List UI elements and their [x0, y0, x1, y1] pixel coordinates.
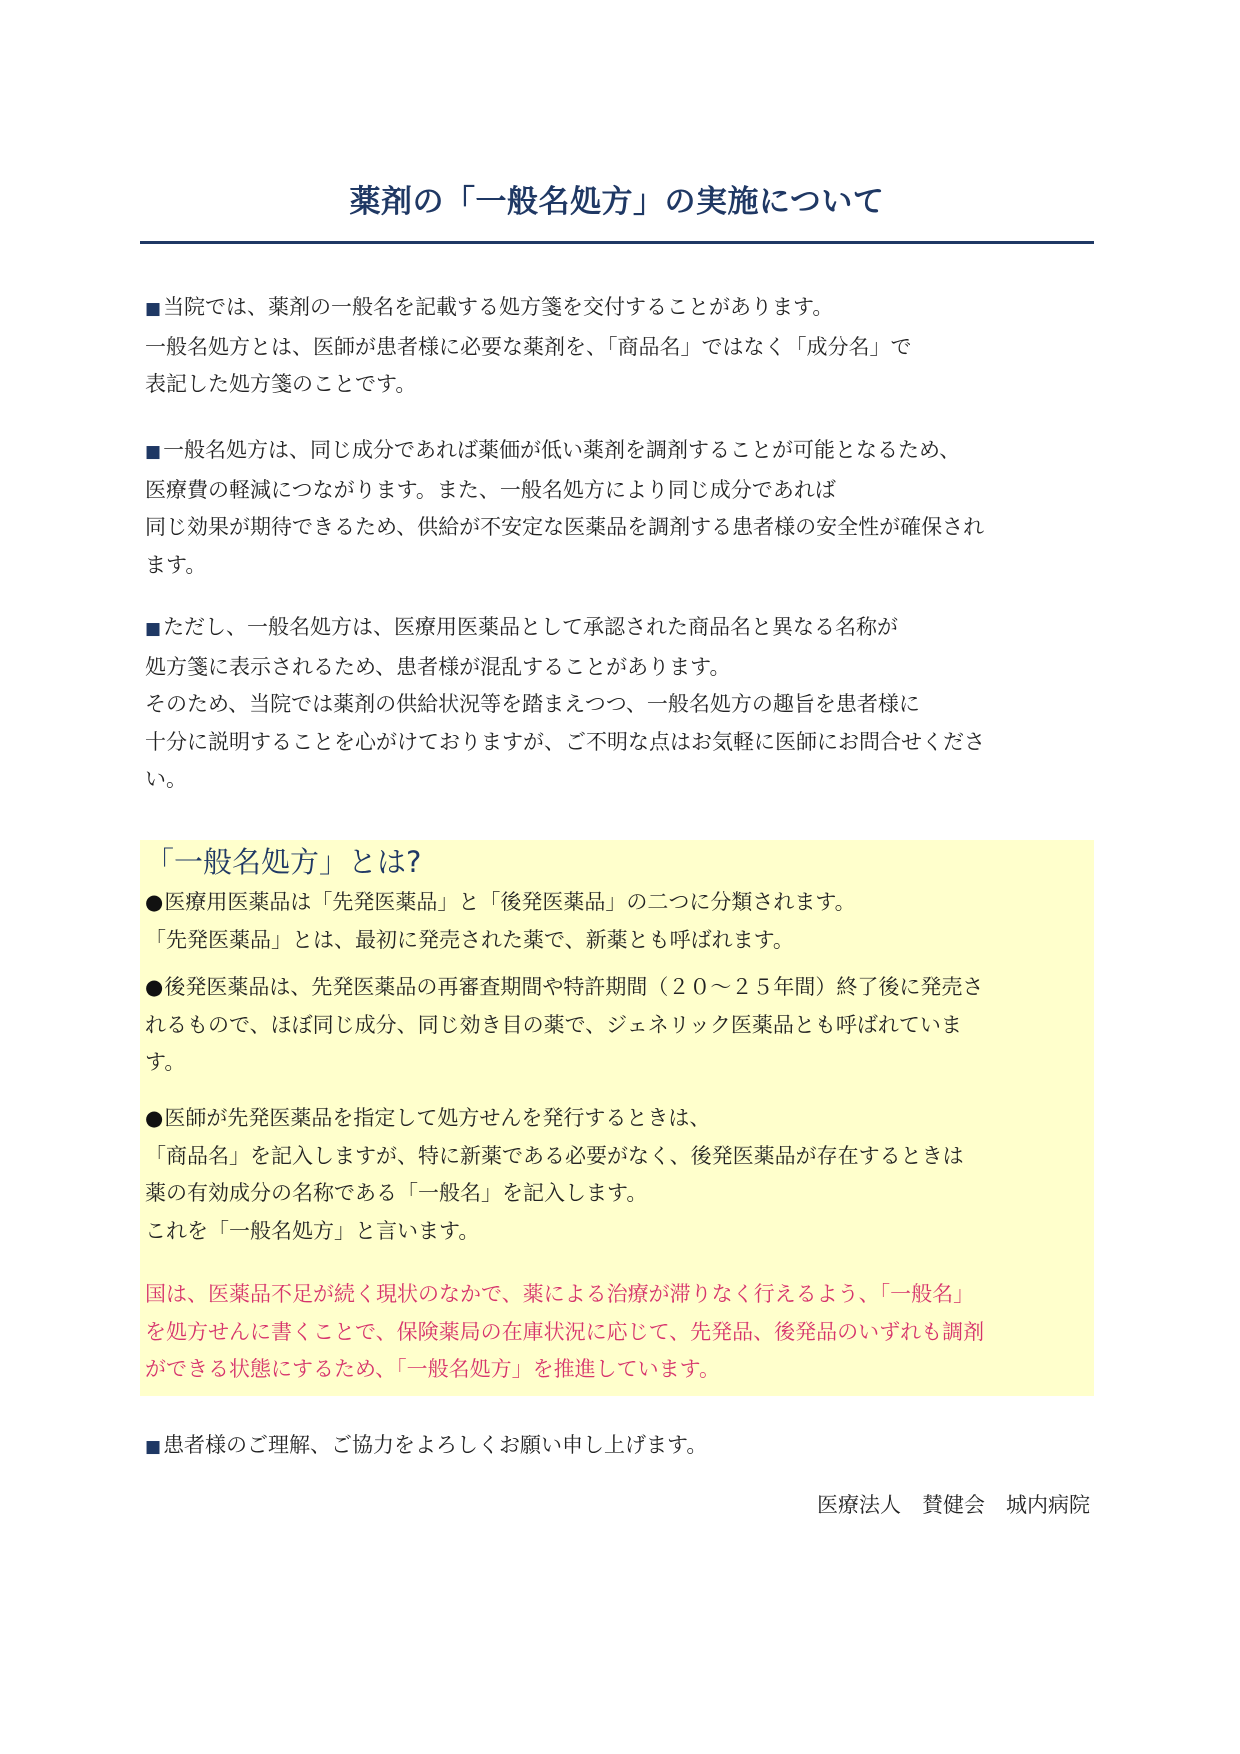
info-para-generic-line-1: ●後発医薬品は、先発医薬品の再審査期間や特許期間（２０～２５年間）終了後に発売さ: [145, 975, 984, 999]
section-caution-line-2: 処方箋に表示されるため、患者様が混乱することがあります。: [145, 654, 731, 679]
info-para-prescribing: [145, 1100, 1095, 1250]
section-caution: [145, 609, 1095, 799]
square-bullet-icon: ■: [145, 442, 162, 462]
info-para-prescribing-line-3: 薬の有効成分の名称である「一般名」を記入します。: [145, 1181, 648, 1205]
info-para-categories: [145, 884, 1095, 959]
square-bullet-icon: ■: [145, 299, 162, 319]
section-intro: [145, 289, 1095, 404]
page-title: 薬剤の「一般名処方」の実施について: [349, 184, 885, 220]
info-red-note-line-2: を処方せんに書くことで、保険薬局の在庫状況に応じて、先発品、後発品のいずれも調剤: [145, 1319, 985, 1344]
section-benefits-line-4: ます。: [145, 552, 207, 577]
dot-bullet-icon: ●: [145, 890, 164, 914]
square-bullet-icon: ■: [145, 1437, 162, 1457]
section-caution-line-3: そのため、当院では薬剤の供給状況等を踏まえつつ、一般名処方の趣旨を患者様に: [145, 692, 920, 716]
section-intro-line-1: ■当院では、薬剤の一般名を記載する処方箋を交付することがあります。: [145, 295, 834, 319]
dot-bullet-icon: ●: [145, 1106, 164, 1130]
info-para-generic-line-2: れるもので、ほぼ同じ成分、同じ効き目の薬で、ジェネリック医薬品とも呼ばれていま: [145, 1012, 962, 1037]
dot-bullet-icon: ●: [145, 975, 164, 999]
info-para-generic: [145, 969, 1095, 1082]
info-para-prescribing-line-4: これを「一般名処方」と言います。: [145, 1218, 480, 1243]
section-caution-line-4: 十分に説明することを心がけておりますが、ご不明な点はお気軽に医師にお問合せくださ: [145, 729, 985, 754]
info-heading: 「一般名処方」とは?: [145, 845, 422, 879]
square-bullet-icon: ■: [145, 619, 162, 639]
section-caution-line-1: ■ただし、一般名処方は、医療用医薬品として承認された商品名と異なる名称が: [145, 615, 899, 639]
section-caution-line-5: い。: [145, 767, 187, 791]
section-benefits-line-2: 医療費の軽減につながります。また、一般名処方により同じ成分であれば: [145, 477, 836, 502]
closing-message: [145, 1427, 1095, 1467]
section-intro-line-3: 表記した処方箋のことです。: [145, 372, 417, 396]
section-benefits: [145, 432, 1095, 584]
info-red-note: [145, 1276, 1095, 1389]
section-benefits-line-1: ■一般名処方は、同じ成分であれば薬価が低い薬剤を調剤することが可能となるため、: [145, 438, 961, 462]
info-para-categories-line-1: ●医療用医薬品は「先発医薬品」と「後発医薬品」の二つに分類されます。: [145, 890, 856, 914]
info-para-generic-line-3: す。: [145, 1050, 186, 1074]
section-benefits-line-3: 同じ効果が期待できるため、供給が不安定な医薬品を調剤する患者様の安全性が確保され: [145, 515, 985, 539]
hospital-signature: 医療法人 賛健会 城内病院: [817, 1493, 1090, 1517]
info-red-note-line-1: 国は、医薬品不足が続く現状のなかで、薬による治療が滞りなく行えるよう、「一般名」: [145, 1282, 975, 1306]
info-para-categories-line-2: 「先発医薬品」とは、最初に発売された薬で、新薬とも呼ばれます。: [145, 927, 794, 952]
title-underline: [140, 241, 1094, 244]
info-para-prescribing-line-2: 「商品名」を記入しますが、特に新薬である必要がなく、後発医薬品が存在するときは: [145, 1143, 964, 1168]
section-intro-line-2: 一般名処方とは、医師が患者様に必要な薬剤を、「商品名」ではなく「成分名」で: [145, 334, 912, 359]
closing-message-line: ■患者様のご理解、ご協力をよろしくお願い申し上げます。: [145, 1433, 708, 1457]
info-red-note-line-3: ができる状態にするため、「一般名処方」を推進しています。: [145, 1357, 720, 1381]
info-para-prescribing-line-1: ●医師が先発医薬品を指定して処方せんを発行するときは、: [145, 1106, 711, 1130]
